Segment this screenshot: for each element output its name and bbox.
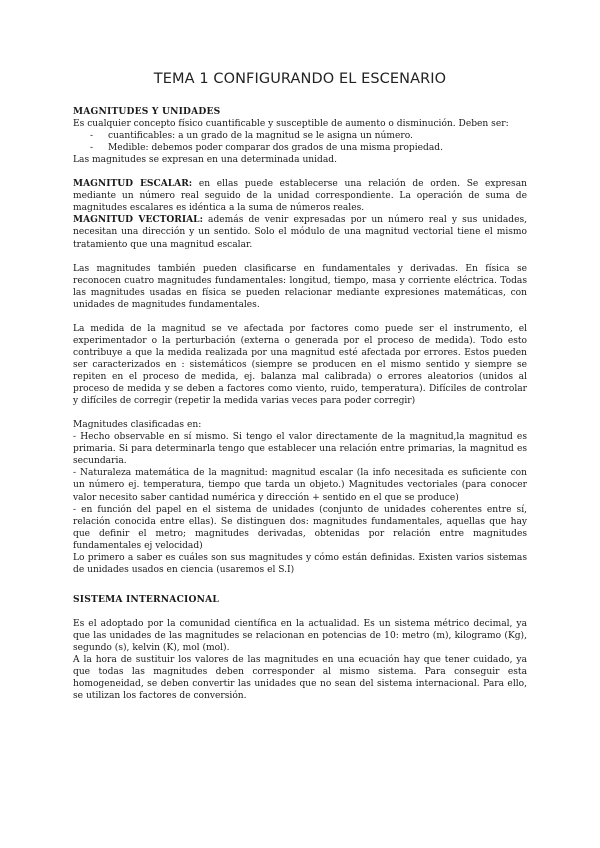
list-item [90, 130, 527, 142]
document-body [73, 106, 527, 702]
clasificacion-closing: Lo primero a saber es cuáles son sus magnitudes y cómo están definidas. Existen varios sistemas de unidades usados en ciencia (usaremos el S.I) [73, 552, 527, 575]
section-heading-sistema-internacional: SISTEMA INTERNACIONAL [73, 593, 219, 605]
list-item [90, 142, 527, 154]
paragraph-si-conversion: A la hora de sustituir los valores de las magnitudes en una ecuación hay que tener cuidado, ya que todas las magnitudes deben corresponder al mismo sistema. Para conseguir esta homogeneidad, se deben convertir las unidades que no sean del sistema internacional. Para ello, se utilizan los factores de conversión. [73, 655, 527, 702]
term-magnitud-vectorial: MAGNITUD VECTORIAL: [73, 214, 203, 226]
magnitudes-outro: Las magnitudes se expresan en una determinada unidad. [73, 155, 338, 166]
paragraph-medida: La medida de la magnitud se ve afectada por factores como puede ser el instrumento, el experimentador o la perturbación (externa o generada por el proceso de medida). Todo esto contribuye a que la medida realizada por una magnitud esté afectada por errores. Estos pueden ser caracterizados en : sistemáticos (siempre se producen en el mismo sentido y siempre se repiten en el proceso de medida, ej. balanza mal calibrada) o errores aleatorios (unidos al proceso de medida y se deben a factores como viento, ruido, temperatura). Difíciles de controlar y difíciles de corregir (repetir la medida varias veces para poder corregir) [73, 323, 527, 407]
bullet-dash: - [90, 131, 94, 142]
definition-magnitud-escalar: en ellas puede establecerse una relación de orden. Se expresan mediante un número real seguido de la unidad correspondiente. La operación de suma de magnitudes escalares es idéntica a la suma de números reales. [73, 179, 527, 214]
paragraph-magnitud-vectorial [73, 214, 527, 250]
page-title: TEMA 1 CONFIGURANDO EL ESCENARIO [153, 71, 447, 87]
clasificacion-item: - Hecho observable en sí mismo. Si tengo el valor directamente de la magnitud,la magnitud es primaria. Si para determinarla tengo que establecer una relación entre primarias, la magnitud es secundaria. [73, 432, 527, 467]
magnitudes-requirements-list [73, 130, 527, 154]
list-item-text: cuantificables: a un grado de la magnitud se le asigna un número. [108, 131, 413, 142]
definition-magnitud-vectorial: además de venir expresadas por un número real y sus unidades, necesitan una dirección y un sentido. Solo el módulo de una magnitud vectorial tiene el mismo tratamiento que una magnitud escalar. [73, 215, 528, 250]
bullet-dash: - [90, 143, 94, 154]
paragraph-si-definicion: Es el adoptado por la comunidad científica en la actualidad. Es un sistema métrico decimal, ya que las unidades de las magnitudes se relacionan en potencias de 10: metro (m), kilogramo (Kg), segundo (s), kelvin (K), mol (mol). [73, 618, 527, 654]
paragraph-magnitud-escalar [73, 178, 527, 214]
clasificacion-heading: Magnitudes clasificadas en: [73, 420, 202, 431]
section-heading-magnitudes: MAGNITUDES Y UNIDADES [73, 106, 221, 117]
clasificacion-item: - en función del papel en el sistema de unidades (conjunto de unidades coherentes entre sí, relación conocida entre ellas). Se distinguen dos: magnitudes fundamentales, aquellas que hay que definir el metro; magnitudes derivadas, obtenidas por relación entre magnitudes fundamentales ej velocidad) [73, 504, 527, 551]
list-item-text: Medible: debemos poder comparar dos grados de una misma propiedad. [108, 143, 443, 154]
term-magnitud-escalar: MAGNITUD ESCALAR: [73, 178, 193, 190]
paragraph-fundamentales: Las magnitudes también pueden clasificarse en fundamentales y derivadas. En física se reconocen cuatro magnitudes fundamentales: longitud, tiempo, masa y corriente eléctrica. Todas las magnitudes usadas en física se pueden relacionar mediante expresiones matemáticas, con unidades de magnitudes fundamentales. [73, 263, 527, 310]
magnitudes-intro: Es cualquier concepto físico cuantificable y susceptible de aumento o disminución. Deben ser: [73, 119, 509, 130]
clasificacion-item: - Naturaleza matemática de la magnitud: magnitud escalar (la info necesitada es suficiente con un número ej. temperatura, tiempo que tarda un objeto.) Magnitudes vectoriales (para conocer valor necesito saber cantidad numérica y dirección + sentido en el que se produce) [73, 468, 527, 503]
